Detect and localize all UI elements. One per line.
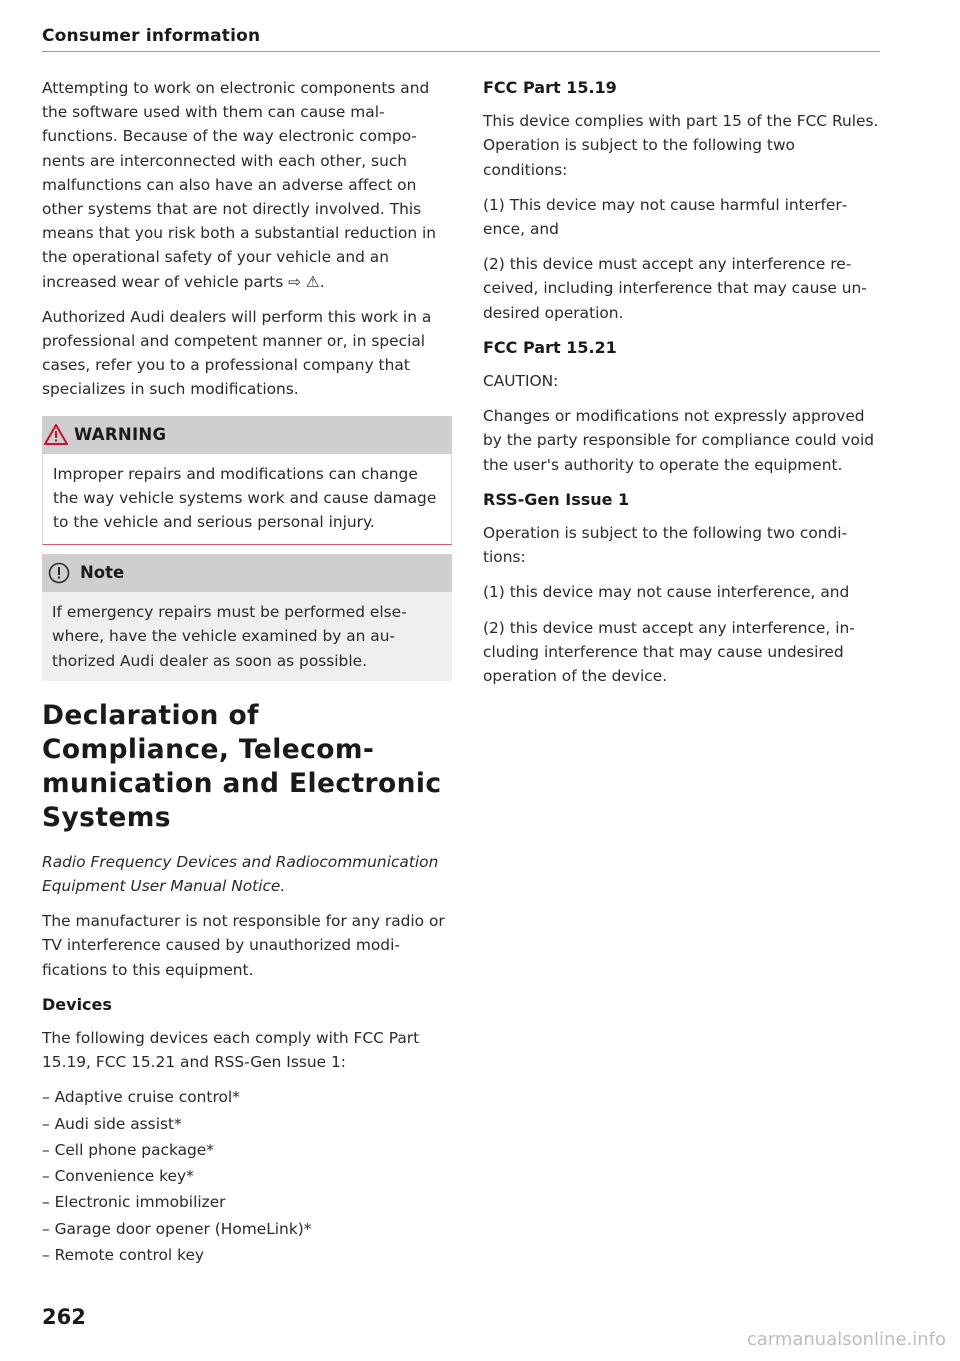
list-item: – Cell phone package* — [42, 1140, 214, 1159]
fcc-1521-text: Changes or modifications not expressly approved by the party responsible for compliance could void the user's authority to operate the equipment. — [483, 407, 874, 474]
info-circle-icon — [48, 562, 70, 584]
note-body: If emergency repairs must be performed elsewhere, have the vehicle examined by an authorized Audi dealer as soon as possible. — [42, 592, 452, 681]
declaration-heading: Declaration of Compliance, Telecommunication and Electronic Systems — [42, 699, 442, 833]
rss-gen-heading: RSS-Gen Issue 1 — [483, 489, 630, 509]
warning-header — [42, 416, 452, 454]
note-box — [42, 554, 452, 681]
warning-title: WARNING — [74, 424, 167, 444]
rss-gen-text: Operation is subject to the following two conditions: — [483, 524, 848, 567]
fcc-1519-heading: FCC Part 15.19 — [483, 78, 617, 97]
fcc-1519-condition-2: (2) this device must accept any interference received, including interference that may cause undesired operation. — [483, 255, 867, 322]
devices-heading: Devices — [42, 994, 112, 1014]
fcc-1519-condition-1: (1) This device may not cause harmful interference, and — [483, 195, 848, 239]
devices-list — [42, 1085, 452, 1266]
right-column — [483, 76, 883, 699]
warning-triangle-icon — [44, 424, 68, 445]
intro-paragraph: Attempting to work on electronic components and the software used with them can cause malfunctions. Because of the way electronic components are interconnected with each other, such malfunctions can also have an adverse affect on other systems that are not directly involved. This means that you risk both a substantial reduction in the operational safety of your vehicle and an increased wear of vehicle parts ⇨ ⚠. — [42, 79, 437, 291]
list-item: – Adaptive cruise control* — [42, 1088, 240, 1107]
header-divider — [42, 51, 880, 52]
warning-box — [42, 416, 452, 546]
list-item: – Convenience key* — [42, 1167, 194, 1186]
list-item: – Audi side assist* — [42, 1114, 182, 1133]
fcc-1521-heading: FCC Part 15.21 — [483, 337, 617, 357]
rss-gen-condition-2: (2) this device must accept any interference, including interference that may cause undesired operation of the device. — [483, 618, 855, 686]
notice-subtitle: Radio Frequency Devices and Radiocommunication Equipment User Manual Notice. — [42, 852, 439, 896]
list-item: – Garage door opener (HomeLink)* — [42, 1219, 312, 1238]
list-item: – Remote control key — [42, 1245, 205, 1264]
fcc-1519-text: This device complies with part 15 of the FCC Rules. Operation is subject to the following two conditions: — [483, 112, 879, 179]
warning-body: Improper repairs and modifications can change the way vehicle systems work and cause damage to the vehicle and serious personal injury. — [42, 454, 452, 546]
devices-intro: The following devices each comply with FCC Part 15.19, FCC 15.21 and RSS-Gen Issue 1: — [42, 1029, 420, 1072]
page-number: 262 — [42, 1305, 86, 1329]
caution-label: CAUTION: — [483, 372, 559, 391]
note-header — [42, 554, 452, 592]
rss-gen-condition-1: (1) this device may not cause interference, and — [483, 583, 850, 602]
left-column — [42, 76, 452, 1269]
section-title: Consumer information — [42, 26, 261, 46]
list-item: – Electronic immobilizer — [42, 1193, 226, 1212]
watermark: carmanualsonline.info — [746, 1329, 946, 1350]
note-title: Note — [80, 563, 125, 583]
page-header — [42, 26, 880, 46]
manufacturer-paragraph: The manufacturer is not responsible for any radio or TV interference caused by unauthorized modifications to this equipment. — [42, 912, 445, 979]
dealers-paragraph: Authorized Audi dealers will perform this work in a professional and competent manner or, in special cases, refer you to a professional company that specializes in such modifications. — [42, 307, 432, 399]
